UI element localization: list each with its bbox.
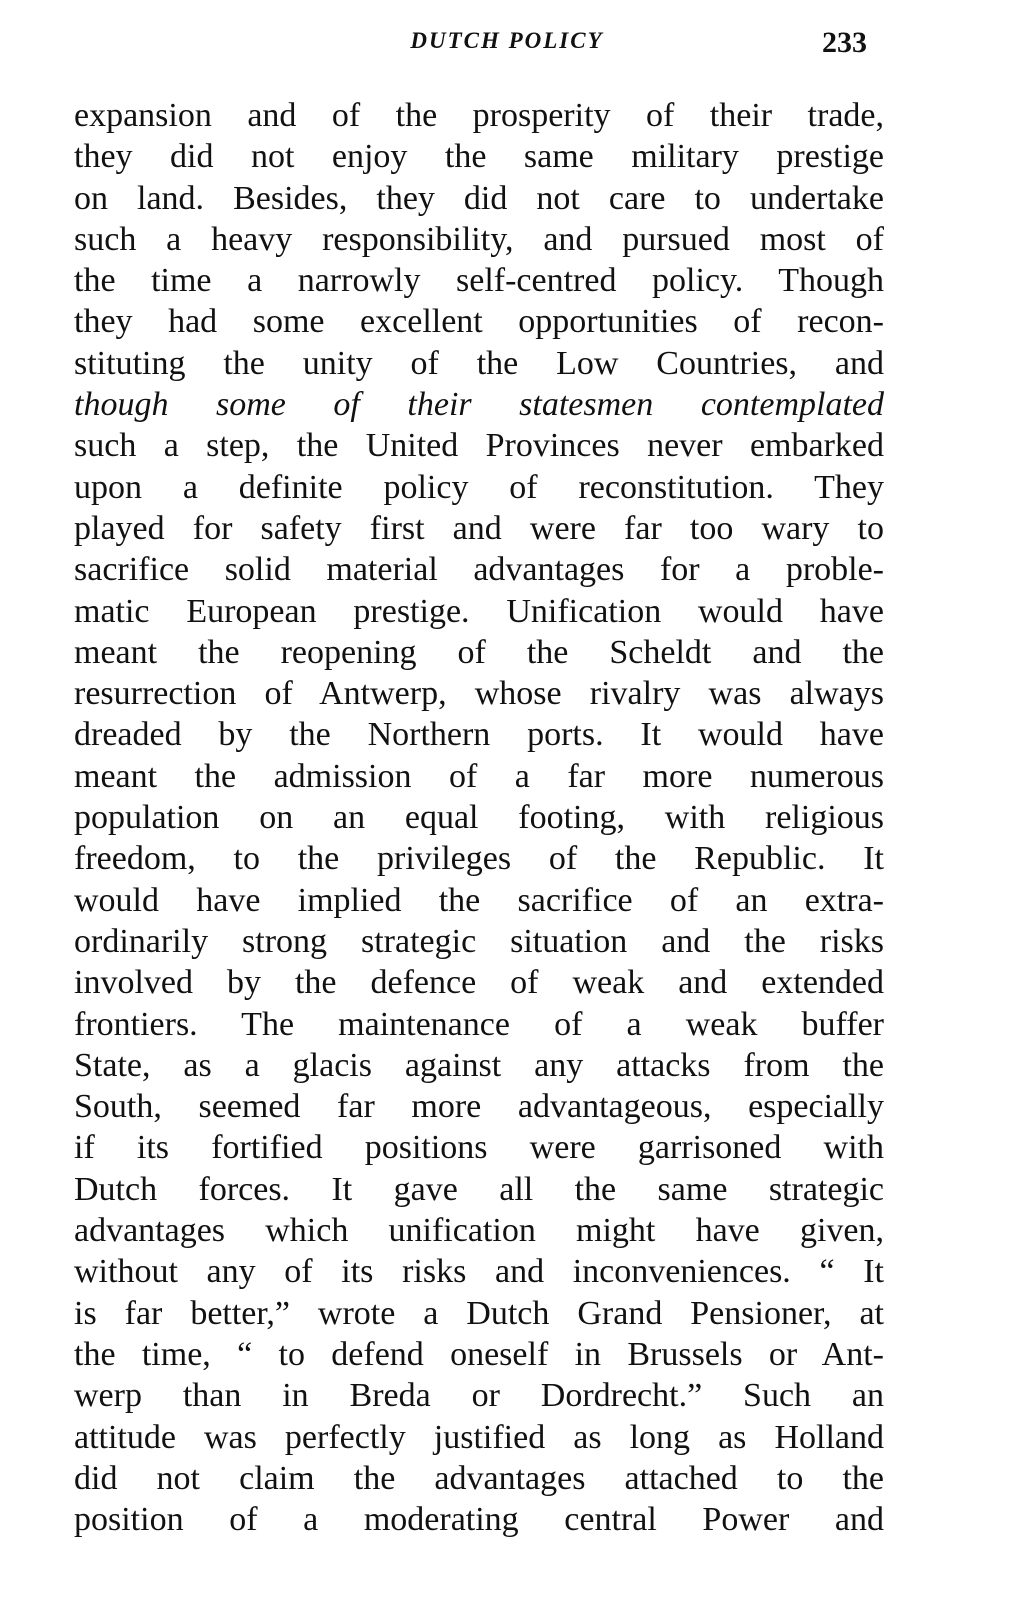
text-line: position of a moderating central Power and (74, 1501, 884, 1539)
text-line: meant the admission of a far more numerous (74, 757, 884, 795)
text-line: such a step, the United Provinces never embarked (74, 427, 884, 465)
text-line: advantages which unification might have given, (74, 1212, 884, 1250)
text-line: such a heavy responsibility, and pursued most of (74, 220, 884, 258)
page-number: 233 (822, 26, 867, 59)
text-line: involved by the defence of weak and extended (74, 964, 884, 1002)
text-line: did not claim the advantages attached to the (74, 1459, 884, 1497)
text-line: Dutch forces. It gave all the same strategic (74, 1170, 884, 1208)
text-line: played for safety first and were far too wary to (74, 509, 884, 547)
text-line: would have implied the sacrifice of an extra- (74, 881, 884, 919)
text-line: matic European prestige. Unification would have (74, 592, 884, 630)
text-line: if its fortified positions were garrisoned with (74, 1129, 884, 1167)
text-line: freedom, to the privileges of the Republic. It (74, 840, 884, 878)
running-title: DUTCH POLICY (410, 28, 604, 53)
text-line: without any of its risks and inconveniences. “ It (74, 1253, 884, 1291)
text-line: upon a definite policy of reconstitution. They (74, 468, 884, 506)
text-line: attitude was perfectly justified as long as Holland (74, 1418, 884, 1456)
text-line: stituting the unity of the Low Countries, and (74, 344, 884, 382)
text-line: though some of their statesmen contemplated (74, 386, 884, 424)
text-line: meant the reopening of the Scheldt and the (74, 633, 884, 671)
text-line: sacrifice solid material advantages for a proble- (74, 551, 884, 589)
text-line: they did not enjoy the same military prestige (74, 138, 884, 176)
text-line: on land. Besides, they did not care to undertake (74, 179, 884, 217)
text-line: ordinarily strong strategic situation and the risks (74, 922, 884, 960)
text-line: frontiers. The maintenance of a weak buffer (74, 1005, 884, 1043)
text-line: werp than in Breda or Dordrecht.” Such an (74, 1377, 884, 1415)
text-line: they had some excellent opportunities of recon- (74, 303, 884, 341)
text-line: population on an equal footing, with religious (74, 799, 884, 837)
text-line: the time a narrowly self-centred policy. Though (74, 262, 884, 300)
text-line: is far better,” wrote a Dutch Grand Pensioner, at (74, 1294, 884, 1332)
text-line: resurrection of Antwerp, whose rivalry was always (74, 675, 884, 713)
text-line: State, as a glacis against any attacks from the (74, 1046, 884, 1084)
body-text (74, 95, 884, 1540)
text-line: dreaded by the Northern ports. It would have (74, 716, 884, 754)
text-line: expansion and of the prosperity of their trade, (74, 97, 884, 134)
text-line: South, seemed far more advantageous, especially (74, 1088, 884, 1126)
text-line: the time, “ to defend oneself in Brussels or Ant- (74, 1335, 884, 1373)
